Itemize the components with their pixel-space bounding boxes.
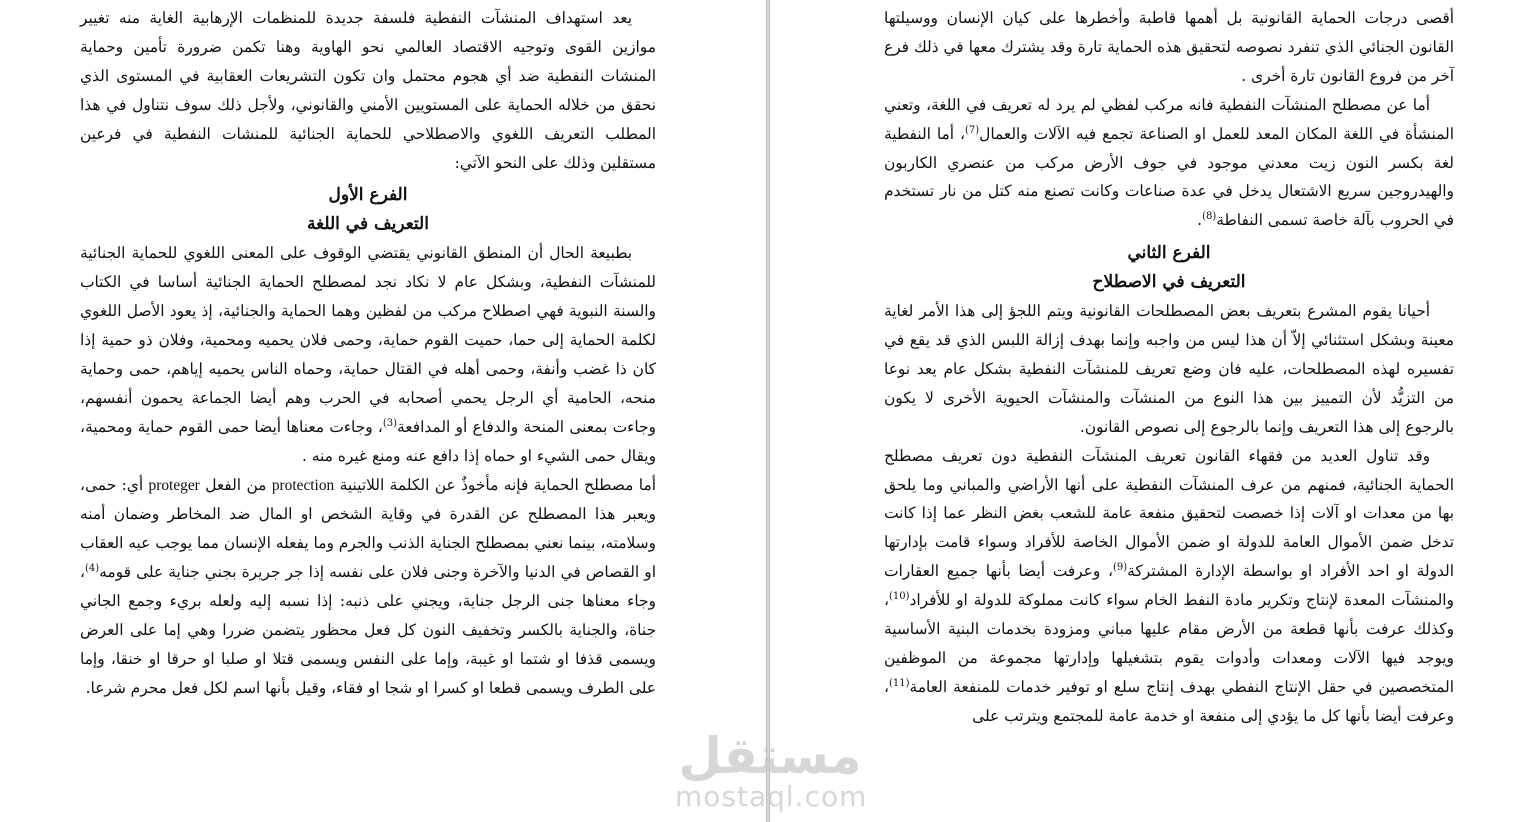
section-heading-second-branch: الفرع الثاني (1127, 243, 1211, 264)
footnote-ref-3[interactable]: (3) (382, 417, 398, 429)
latin-term-protection: protection (271, 476, 335, 494)
section-heading-linguistic-definition: التعريف في اللغة (307, 214, 429, 235)
paragraph-text: . (1197, 211, 1203, 230)
watermark-arabic: مستقل (678, 727, 862, 785)
document-page-right (770, 0, 1536, 822)
footnote-ref-9[interactable]: (9) (1112, 562, 1128, 574)
mostaql-watermark (675, 727, 868, 813)
paragraph-linguistic (80, 239, 656, 470)
page-text-right (884, 4, 1454, 731)
document-page-left (0, 0, 766, 822)
paragraph-text: ، وجاءت معناها أيضا حمى القوم حماية ومحمية، ويقال حمى الشيء او حماه إذا دافع عنه ومنع غيره منه . (80, 417, 656, 465)
paragraph-text: أي: حمى، ويعبر هذا المصطلح عن القدرة في وقاية الشخص او المال ضد المخاطر وضمان أمنه وسلامته، بينما نعني بمصطلح الجناية الذنب والجرم وما يفعله الإنسان مما يوجب عيه العقاب او القصاص في الدنيا والآخرة وجنى فلان على نفسه إذا جر جريرة بجني جناية على قومه (80, 475, 656, 582)
paragraph-text: بطبيعة الحال أن المنطق القانوني يقتضي الوقوف على المعنى اللغوي للحماية الجنائية للمنشآت النفطية، وبشكل عام لا نكاد نجد لمصطلح الحماية الجنائية أساسا في الكتاب والسنة النبوية فهي اصطلاح مركب من لفظين وهما الحماية والجنائية، إذ يعود الأصل اللغوي لكلمة الحماية إلى حما، حميت القوم حماية، وحمى فلان يحميه ومحمية، وفلان ذو حمية إذا كان ذا غضب وأنفة، وحمى أهله في القتال حماية، وحماه الناس يحميه إياهم، حمى وحماية منحه، الحامية أي الرجل يحمي أصحابه في الحرب وهم أيضا الجماعة يحمون أنفسهم، وجاءت بمعنى المنحة والدفاع أو المدافعة (80, 244, 656, 436)
footnote-ref-4[interactable]: (4) (84, 563, 100, 575)
watermark-latin: mostaql.com (675, 780, 868, 813)
paragraph-text: من الفعل (199, 475, 272, 494)
paragraph-text: ، وجاء معناها جنى الرجل جناية، ويجني على ذنبه: إذا نسبه إليه ولعله بريء وجمع الجاني جناة، والجناية بالكسر وتخفيف النون كل فعل محظور يتضمن ضررا وهي إما على العرض ويسمى قذفا او شتما او غيبة، وإما على النفس ويسمى قتلا او صلبا او حرقا او خنقا، وإما على الطرف ويسمى قطعا او كسرا او شجا او فقاء، وقيل بأنها اسم لكل فعل محرم شرعا. (80, 563, 656, 697)
paragraph-text: أما عن مصطلح المنشآت النفطية فانه مركب لفظي لم يرد له تعريف في اللغة، وتعني المنشأة في اللغة المكان المعد للعمل او الصناعة تجمع فيه الآلات والعمال (884, 95, 1454, 143)
latin-term-proteger: proteger (148, 476, 200, 494)
paragraph-text: أما مصطلح الحماية فإنه مأخوذٌ عن الكلمة اللاتينية (334, 475, 657, 494)
footnote-ref-10[interactable]: (10) (888, 591, 910, 602)
footnote-ref-7[interactable]: (7) (964, 124, 980, 136)
section-heading-first-branch: الفرع الأول (328, 185, 408, 206)
paragraph-continuation: أقصى درجات الحماية القانونية بل أهمها قاطبة وأخطرها على كيان الإنسان ووسيلتها القانون الجنائي الذي تنفرد نصوصه لتحقيق هذه الحماية تارة وقد يشترك معها في ذلك فرع آخر من فروع القانون تارة أخرى . (884, 9, 1454, 85)
paragraph-text: ، وعرفت أيضا بأنها كل ما يؤدي إلى منفعة او خدمة عامة للمجتمع ويترتب على (884, 677, 1454, 725)
paragraph-text: ، أما النفطية لغة بكسر النون زيت معدني موجود في جوف الأرض مركب من عنصري الكاربون والهيدروجين سريع الاشتعال يدخل في عدة صناعات وكانت تصنع منه كتل من نار تستخدم في الحروب بآلة خاصة تسمى النفاطة (884, 124, 1454, 230)
paragraph-text: ، وكذلك عرفت بأنها قطعة من الأرض مقام عليها مباني ومزودة بخدمات البنية الأساسية ويوجد فيها الآلات ومعدات وأدوات يقوم بتشغيلها وإدارتها مجموعة من الموظفين المتخصصين في حقل الإنتاج النفطي بهدف إنتاج سلع او توفير خدمات للمنفعة العامة (884, 591, 1454, 696)
paragraph-text: ، وعرفت أيضا بأنها جميع العقارات والمنشآت المعدة لإنتاج وتكرير مادة النفط الخام سواء كانت مملوكة للدولة او للأفراد (884, 562, 1454, 610)
paragraph-intro: يعد استهداف المنشآت النفطية فلسفة جديدة للمنظمات الإرهابية الغاية منه تغيير موازين القوى وتوجيه الاقتصاد العالمي نحو الهاوية وهنا تكمن ضرورة تأمين وحماية المنشات النفطية ضد أي هجوم محتمل وان تكون التشريعات العقابية في المستوى الذي نحقق من خلاله الحماية على المستويين الأمني والقانوني، ولأجل ذلك سوف نتناول في هذا المطلب التعريف اللغوي والاصطلاحي للحماية الجنائية للمنشات النفطية في فرعين مستقلين وذلك على النحو الآتي: (80, 9, 656, 172)
paragraph-jurists-definitions (884, 442, 1454, 731)
page-text-left (80, 4, 656, 703)
footnote-ref-8[interactable]: (8) (1202, 211, 1217, 223)
section-heading-terminology-definition: التعريف في الاصطلاح (1092, 272, 1246, 293)
paragraph-legislator: أحيانا يقوم المشرع بتعريف بعض المصطلحات القانونية ويتم اللجؤ إلى هذا الأمر لغاية معينة وبشكل استثنائي إلاّ أن هذا ليس من واجبه وإنما بهدف إزالة اللبس الذي قد يقع في تفسيره لهذه المصطلحات، عليه فان وضع تعريف للمنشآت النفطية بشكل عام يعد نوعا من التزيُّد لأن التمييز بين هذا النوع من المنشآت والمنشآت الحيوية الأخرى لا يكون بالرجوع إلى هذا التعريف وإنما بالرجوع إلى نصوص القانون. (884, 302, 1454, 436)
paragraph-protection-term (80, 471, 656, 703)
footnote-ref-11[interactable]: (11) (888, 677, 910, 689)
paragraph-text: وقد تناول العديد من فقهاء القانون تعريف المنشآت النفطية دون تعريف مصطلح الحماية الجنائية، فمنهم من عرف المنشآت النفطية على أنها الأراضي والمباني وما يلحق بها من معدات او آلات إذا خصصت لتحقيق منفعة عامة للشعب بغض النظر عما إذا كانت تدخل ضمن الأموال العامة للدولة او ضمن الأموال الخاصة للأفراد وسواء قامت بإدارتها الدولة او احد الأفراد او بواسطة الإدارة المشتركة (884, 446, 1455, 581)
paragraph-oil-facilities-term (884, 91, 1454, 236)
